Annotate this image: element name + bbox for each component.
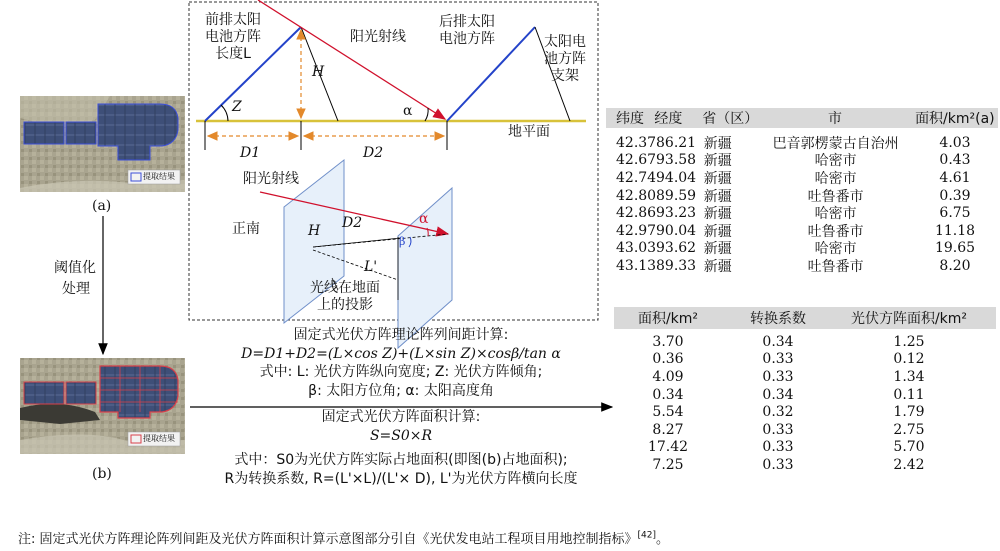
- d1-label: D1: [240, 145, 261, 161]
- table-cell: 0.33: [762, 421, 794, 438]
- z-angle-arc: [221, 105, 228, 121]
- table-cell: 86.21: [656, 134, 697, 151]
- table-cell: 哈密市: [814, 241, 857, 258]
- table-cell: 89.33: [656, 257, 697, 274]
- table-cell: 17.42: [647, 439, 689, 456]
- table-row: [614, 421, 996, 439]
- table-cell: 新疆: [703, 170, 732, 187]
- spacing-where-line2: β: 太阳方位角; α: 太阳高度角: [308, 382, 494, 399]
- table-cell: 0.12: [893, 351, 925, 368]
- d2-label-bottom: D2: [342, 215, 363, 231]
- table-cell: 42.80: [616, 187, 657, 204]
- table-cell: 0.36: [652, 351, 684, 368]
- footnote: 注: 固定式光伏方阵理论阵列间距及光伏方阵面积计算示意图部分引自《光伏发电站工程项目用地控制指标》[42]。: [18, 530, 670, 547]
- table-cell: 89.59: [656, 187, 697, 204]
- process-label-line2: 处理: [62, 281, 90, 297]
- table-cell: 1.34: [893, 368, 925, 385]
- legend-text-b: 提取结果: [143, 434, 175, 443]
- table-cell: 巴音郭楞蒙古自治州: [772, 135, 899, 152]
- spacing-where-line1: 式中: L: 光伏方阵纵向宽度; Z: 光伏方阵倾角;: [259, 364, 543, 380]
- sun-ray-label-bottom: 阳光射线: [243, 171, 299, 187]
- table-cell: 42.37: [616, 134, 657, 151]
- table-row: [614, 456, 996, 474]
- h-label-bottom: H: [308, 223, 321, 239]
- table-row: [606, 222, 998, 240]
- h-label-top: H: [312, 64, 325, 80]
- table-cell: 4.09: [652, 368, 684, 385]
- alpha-label-bottom: α: [419, 211, 429, 227]
- table-cell: 0.33: [762, 439, 794, 456]
- sun-ray-top: [258, 0, 445, 119]
- table-cell: 11.18: [934, 222, 976, 239]
- table-cell: 0.33: [762, 351, 794, 368]
- d2-label-top: D2: [363, 145, 384, 161]
- alpha-label-top: α: [403, 103, 413, 119]
- beta-label: β: [399, 235, 406, 248]
- spacing-equation: D=D1+D2=(L×cos Z)+(L×sin Z)×cosβ/tan α: [241, 345, 561, 362]
- table-cell: 新疆: [703, 206, 732, 223]
- table-cell: 哈密市: [814, 170, 857, 187]
- alpha-angle-arc: [425, 108, 428, 121]
- table-cell: 42.74: [616, 169, 657, 186]
- table-row: [606, 257, 998, 275]
- table-cell: 93.58: [656, 152, 697, 169]
- table-row: [606, 152, 998, 170]
- table-cell: 0.11: [893, 386, 925, 403]
- table-cell: 42.97: [616, 222, 657, 239]
- table-cell: 新疆: [703, 223, 732, 240]
- table-cell: 吐鲁番市: [807, 223, 864, 240]
- area-equation: S=S0×R: [369, 427, 433, 444]
- table-cell: 哈密市: [814, 206, 857, 223]
- table-cell: 0.32: [762, 404, 794, 421]
- area-title: 固定式光伏方阵面积计算:: [321, 409, 481, 425]
- table-row: [606, 169, 998, 187]
- area-table: [614, 307, 996, 474]
- table-row: [606, 134, 998, 152]
- table-cell: 新疆: [703, 135, 732, 152]
- table-cell: 吐鲁番市: [807, 258, 864, 275]
- table-cell: 94.04: [656, 169, 697, 186]
- table-cell: 2.75: [893, 421, 925, 438]
- table-row: [614, 439, 996, 457]
- table-cell: 43.03: [616, 240, 657, 257]
- table-cell: 吐鲁番市: [807, 188, 864, 205]
- table-cell: 42.67: [616, 152, 657, 169]
- z-angle-label: Z: [232, 99, 242, 115]
- shadow-label: 光线在地面 上的投影: [310, 280, 380, 313]
- table-cell: 0.39: [939, 187, 971, 204]
- image-b-label: (b): [92, 466, 112, 482]
- spacing-title: 固定式光伏方阵理论阵列间距计算:: [293, 327, 509, 343]
- l-prime-label: L': [364, 259, 378, 275]
- table-row: [606, 240, 998, 258]
- table-cell: 1.25: [893, 333, 925, 350]
- table-cell: 5.54: [652, 404, 684, 421]
- south-label: 正南: [232, 221, 260, 237]
- table-cell: 1.79: [893, 404, 925, 421]
- table-cell: 0.34: [762, 386, 794, 403]
- table-cell: 7.25: [652, 456, 684, 473]
- table-header: 纬度 经度 省（区） 市 面积/km²(a): [606, 108, 998, 128]
- table-cell: 19.65: [934, 240, 976, 257]
- table-cell: 5.70: [893, 439, 925, 456]
- table-cell: 90.04: [656, 222, 697, 239]
- table-row: [606, 187, 998, 205]
- table-cell: 8.27: [652, 421, 684, 438]
- table-cell: 8.20: [939, 257, 971, 274]
- area-where-line2: R为转换系数, R=(L'×L)/(L'× D), L'为光伏方阵横向长度: [224, 470, 578, 487]
- perspective-diagram: [260, 160, 452, 348]
- table-cell: 43.13: [616, 257, 657, 274]
- table-row: [614, 386, 996, 404]
- table-cell: 6.75: [939, 205, 971, 222]
- table-cell: 4.03: [939, 134, 971, 151]
- table-cell: 0.33: [762, 368, 794, 385]
- table-row: [614, 333, 996, 351]
- table-row: [614, 351, 996, 369]
- table-cell: 新疆: [703, 241, 732, 258]
- image-a-label: (a): [92, 198, 112, 214]
- process-label-line1: 阈值化: [54, 260, 96, 276]
- table-cell: 新疆: [703, 258, 732, 275]
- table-cell: 93.23: [656, 205, 697, 222]
- table-cell: 2.42: [893, 456, 925, 473]
- sun-ray-label-top: 阳光射线: [350, 29, 406, 45]
- location-table: [606, 108, 998, 275]
- table-row: [606, 204, 998, 222]
- table-row: [614, 368, 996, 386]
- bracket-label: 太阳电 池方阵 支架: [544, 34, 586, 84]
- front-array-label: 前排太阳 电池方阵 长度L: [205, 12, 261, 62]
- table-cell: 0.43: [939, 152, 971, 169]
- formula-block: [196, 326, 606, 488]
- table-cell: 3.70: [652, 333, 684, 350]
- table-cell: 新疆: [703, 153, 732, 170]
- legend-text-a: 提取结果: [143, 172, 175, 181]
- table-cell: 93.62: [656, 240, 697, 257]
- back-array-label: 后排太阳 电池方阵: [439, 14, 495, 47]
- ground-label: 地平面: [508, 124, 550, 140]
- table-cell: 新疆: [703, 188, 732, 205]
- table-cell: 0.34: [762, 333, 794, 350]
- table-cell: 哈密市: [814, 153, 857, 170]
- table-row: [614, 403, 996, 421]
- table-cell: 0.34: [652, 386, 684, 403]
- table-cell: 0.33: [762, 456, 794, 473]
- area-where-line1: 式中：S0为光伏方阵实际占地面积(即图(b)占地面积);: [234, 452, 568, 468]
- table-header: 面积/km² 转换系数 光伏方阵面积/km²: [614, 307, 996, 329]
- table-cell: 4.61: [939, 169, 971, 186]
- table-cell: 42.86: [616, 205, 657, 222]
